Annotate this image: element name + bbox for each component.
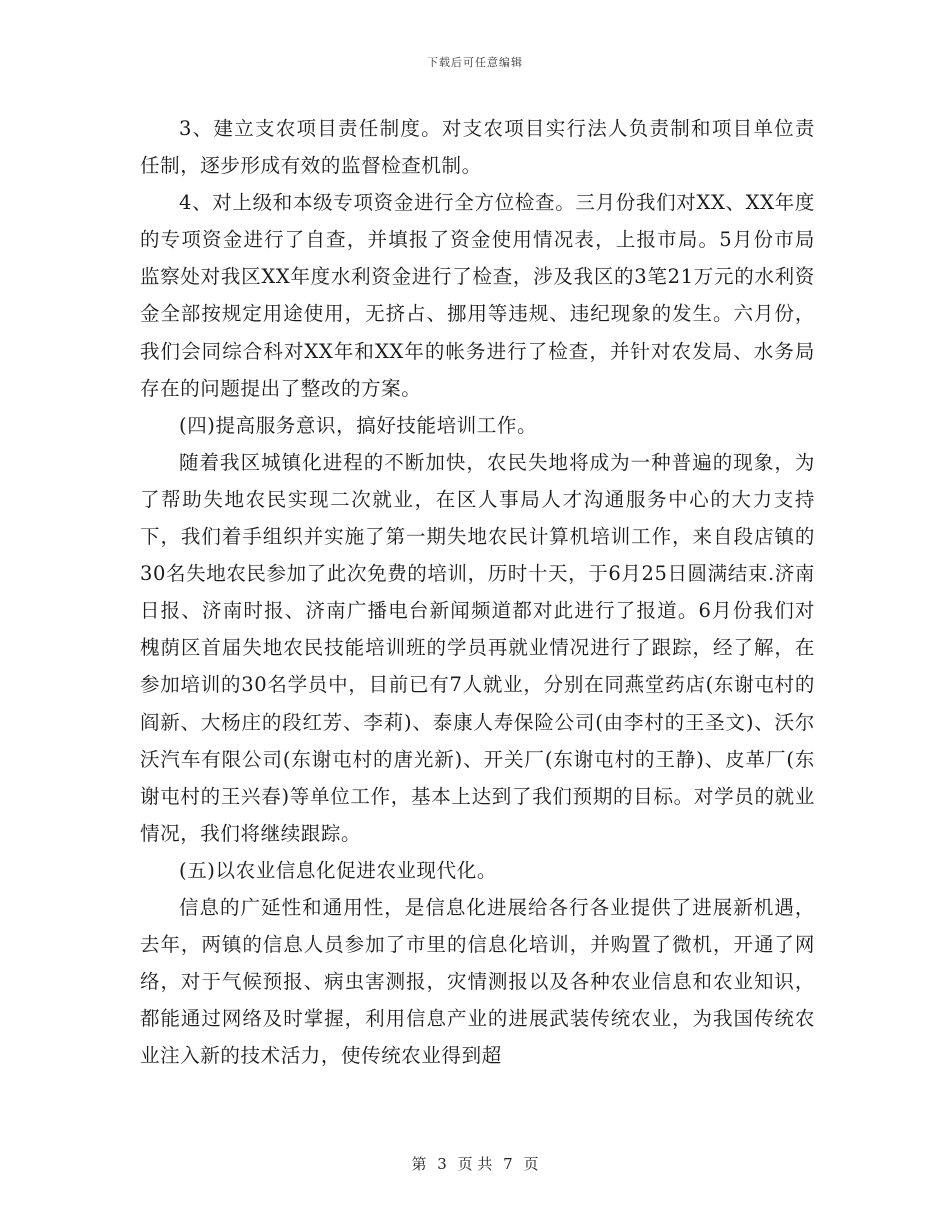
paragraph: 随着我区城镇化进程的不断加快，农民失地将成为一种普遍的现象，为了帮助失地农民实现二次就业，在区人事局人才沟通服务中心的大力支持下，我们着手组织并实施了第一期失地农民计算机培训工作，来自段店镇的30名失地农民参加了此次免费的培训，历时十天，于6月25日圆满结束.济南日报、济南时报、济南广播电台新闻频道都对此进行了报道。6月份我们对槐荫区首届失地农民技能培训班的学员再就业情况进行了跟踪，经了解，在参加培训的30名学员中，目前已有7人就业，分别在同燕堂药店(东谢屯村的阎新、大杨庄的段红芳、李莉)、泰康人寿保险公司(由李村的王圣文)、沃尔沃汽车有限公司(东谢屯村的唐光新)、开关厂(东谢屯村的王静)、皮革厂(东谢屯村的王兴春)等单位工作，基本上达到了我们预期的目标。对学员的就业情况，我们将继续跟踪。 bbox=[140, 450, 815, 845]
document-body bbox=[140, 110, 815, 1074]
page-footer bbox=[0, 1153, 950, 1174]
page-header bbox=[0, 54, 950, 70]
header-text: 下载后可任意编辑 bbox=[427, 56, 523, 69]
footer-suffix: 页 bbox=[523, 1155, 539, 1173]
paragraph: 3、建立支农项目责任制度。对支农项目实行法人负责制和项目单位责任制，逐步形成有效的监督检查机制。 bbox=[140, 117, 815, 178]
footer-prefix: 第 bbox=[411, 1155, 427, 1173]
current-page-number: 3 bbox=[437, 1155, 447, 1173]
section-heading: (四)提高服务意识，搞好技能培训工作。 bbox=[179, 413, 538, 437]
paragraph: 信息的广延性和通用性，是信息化进展给各行各业提供了进展新机遇，去年，两镇的信息人员参加了市里的信息化培训，并购置了微机，开通了网络，对于气候预报、病虫害测报，灾情测报以及各种农业信息和农业知识，都能通过网络及时掌握，利用信息产业的进展武装传统农业，为我国传统农业注入新的技术活力，使传统农业得到超 bbox=[140, 895, 815, 1068]
footer-middle: 页 共 bbox=[457, 1155, 493, 1173]
total-page-number: 7 bbox=[503, 1155, 513, 1173]
section-heading: (五)以农业信息化促进农业现代化。 bbox=[179, 858, 497, 882]
paragraph: 4、对上级和本级专项资金进行全方位检查。三月份我们对XX、XX年度的专项资金进行了自查，并填报了资金使用情况表，上报市局。5月份市局监察处对我区XX年度水利资金进行了检查，涉及我区的3笔21万元的水利资金全部按规定用途使用，无挤占、挪用等违规、违纪现象的发生。六月份，我们会同综合科对XX年和XX年的帐务进行了检查，并针对农发局、水务局存在的问题提出了整改的方案。 bbox=[140, 191, 815, 400]
